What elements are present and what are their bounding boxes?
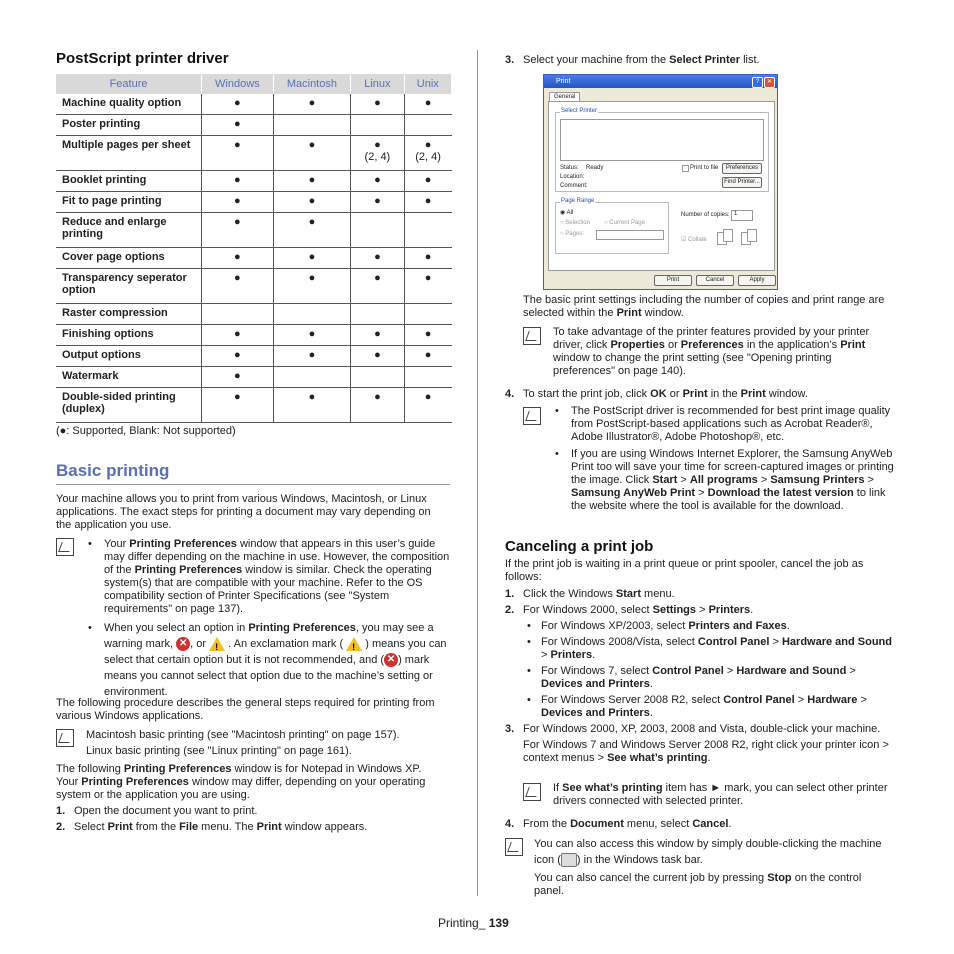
printer-icon bbox=[561, 853, 577, 867]
preferences-paragraph: The following Printing Preferences window is for Notepad in Windows XP. Your Printing Preferences window may differ, depending on your operating system or the application you are using. bbox=[56, 763, 426, 801]
current-page-radio[interactable]: ○ Current Page bbox=[604, 220, 645, 226]
page-range-group bbox=[555, 198, 669, 254]
note-2 bbox=[86, 729, 446, 758]
support-cell: ● bbox=[202, 325, 274, 346]
support-cell: ● bbox=[351, 269, 404, 304]
cancel-step-2b: • For Windows 2008/Vista, select Control Panel > Hardware and Sound > Printers. bbox=[523, 636, 895, 662]
copies-input[interactable]: 1 bbox=[731, 210, 753, 221]
support-cell: ● bbox=[404, 94, 451, 115]
feature-cell: Double-sided printing (duplex) bbox=[56, 388, 202, 423]
support-cell: ● (2, 4) bbox=[404, 136, 451, 171]
note-4-bullet-2: • If you are using Windows Internet Explorer, the Samsung AnyWeb Print too will save your time for screen-captured images or printing the image. Click Start > All programs > Samsung Printers > Samsung AnyWeb Print > Download the latest version to link the website where the tool is available for the download. bbox=[551, 448, 895, 513]
table-header: Macintosh bbox=[273, 74, 351, 94]
support-cell: ● bbox=[273, 388, 351, 423]
page-footer bbox=[438, 916, 509, 930]
table-row bbox=[56, 269, 452, 304]
feature-cell: Finishing options bbox=[56, 325, 202, 346]
support-cell bbox=[351, 367, 404, 388]
printer-list[interactable] bbox=[560, 119, 764, 161]
table-header: Linux bbox=[351, 74, 404, 94]
support-cell: ● bbox=[202, 171, 274, 192]
find-printer-button[interactable]: Find Printer... bbox=[722, 177, 762, 188]
support-cell: ● bbox=[351, 94, 404, 115]
step-3-list bbox=[505, 54, 895, 70]
support-cell: ● bbox=[202, 388, 274, 423]
step-1: 1. Open the document you want to print. bbox=[56, 805, 258, 817]
support-cell: ● bbox=[273, 325, 351, 346]
table-row bbox=[56, 115, 452, 136]
cancel-step-4: 4. From the Document menu, select Cancel. bbox=[505, 818, 732, 830]
select-printer-label: Select Printer bbox=[561, 108, 598, 114]
note-icon bbox=[505, 838, 523, 856]
note-1-bullet-1: • Your Printing Preferences window that appears in this user’s guide may differ depending on the machine in use. However, the composition of the Printing Preferences window is similar. Check the operating system(s) that are compatible with your machine. Refer to the OS compatibility section of Printer Specifications (see "System requirements" on page 137). bbox=[84, 538, 450, 616]
feature-cell: Watermark bbox=[56, 367, 202, 388]
note-6-line-2: You can also cancel the current job by pressing Stop on the control panel. bbox=[534, 872, 862, 897]
table-header: Windows bbox=[202, 74, 274, 94]
status-value: Ready bbox=[586, 165, 604, 171]
support-cell: ● bbox=[202, 115, 274, 136]
note-icon bbox=[523, 407, 541, 425]
dialog-titlebar bbox=[544, 75, 777, 88]
collate-checkbox[interactable]: ☑ Collate bbox=[681, 237, 707, 243]
table-row bbox=[56, 192, 452, 213]
footer-label: Printing_ bbox=[438, 916, 486, 930]
cancel-step-2: 2. For Windows 2000, select Settings > Printers. • For Windows XP/2003, select Printers and Faxes. • For Windows 2008/Vista, select Control Panel > Hardware and Sound > Printers. • For Windows 7, select Control Panel > Hardware and Sound > Devices and Printers. • For Windows Server 2008 R2, select Control Panel > Hardware > Devices and Printers. bbox=[505, 604, 895, 720]
table-row bbox=[56, 213, 452, 248]
support-cell bbox=[404, 115, 451, 136]
step-3: 3. Select your machine from the Select Printer list. bbox=[505, 54, 760, 66]
table-row bbox=[56, 304, 452, 325]
support-cell: ● bbox=[202, 213, 274, 248]
support-cell: ● bbox=[273, 136, 351, 171]
note-4-bullet-1: • The PostScript driver is recommended for best print image quality from PostScript-based applications such as Acrobat Reader®, Adobe Illustrator®, Adobe Photoshop®, etc. bbox=[551, 405, 895, 444]
apply-button[interactable]: Apply bbox=[738, 275, 776, 286]
left-steps bbox=[56, 805, 446, 837]
pages-input[interactable] bbox=[596, 230, 664, 240]
selection-radio[interactable]: ○ Selection bbox=[560, 220, 590, 226]
select-printer-group bbox=[555, 108, 769, 192]
postscript-heading: PostScript printer driver bbox=[56, 50, 229, 67]
print-button[interactable]: Print bbox=[654, 275, 692, 286]
support-cell bbox=[404, 213, 451, 248]
table-body bbox=[56, 94, 452, 423]
note-icon bbox=[56, 729, 74, 747]
feature-cell: Fit to page printing bbox=[56, 192, 202, 213]
table-row bbox=[56, 367, 452, 388]
preferences-button[interactable]: Preferences bbox=[722, 163, 762, 174]
support-cell bbox=[404, 367, 451, 388]
feature-cell: Raster compression bbox=[56, 304, 202, 325]
support-cell bbox=[273, 367, 351, 388]
note-icon bbox=[523, 783, 541, 801]
support-cell bbox=[202, 304, 274, 325]
status-label: Status: bbox=[560, 165, 579, 171]
feature-cell: Reduce and enlarge printing bbox=[56, 213, 202, 248]
cancel-step-3b: For Windows 7 and Windows Server 2008 R2, right click your printer icon > context menus > See what’s printing. bbox=[523, 739, 889, 764]
warning-icon: ! bbox=[209, 637, 225, 651]
note-3: To take advantage of the printer features provided by your printer driver, click Properties or Preferences in the application’s Print window to change the print setting (see "Opening printing preferences" on page 140). bbox=[553, 326, 870, 377]
support-cell: ● bbox=[404, 248, 451, 269]
cancel-step-2d: • For Windows Server 2008 R2, select Control Panel > Hardware > Devices and Printers. bbox=[523, 694, 895, 720]
support-cell: ● bbox=[273, 192, 351, 213]
table-header: Feature bbox=[56, 74, 202, 94]
feature-cell: Transparency seperator option bbox=[56, 269, 202, 304]
support-cell: ● bbox=[273, 94, 351, 115]
cancel-step-3: 3. For Windows 2000, XP, 2003, 2008 and Vista, double-click your machine. For Windows 7 and Windows Server 2008 R2, right click your printer icon > context menus > See what’s printing. bbox=[505, 723, 895, 765]
basic-printing-heading: Basic printing bbox=[56, 461, 450, 485]
support-cell bbox=[351, 115, 404, 136]
column-divider bbox=[477, 50, 478, 896]
support-cell: ● bbox=[404, 171, 451, 192]
table-row bbox=[56, 325, 452, 346]
support-cell: ● bbox=[202, 192, 274, 213]
print-dialog bbox=[543, 74, 778, 290]
feature-cell: Output options bbox=[56, 346, 202, 367]
page-range-label: Page Range bbox=[561, 198, 595, 204]
cancel-step-1: 1. Click the Windows Start menu. bbox=[505, 588, 675, 600]
table-row bbox=[56, 346, 452, 367]
note-1 bbox=[84, 538, 450, 704]
step-4: 4. To start the print job, click OK or Print in the Print window. bbox=[505, 388, 808, 400]
support-cell bbox=[404, 304, 451, 325]
print-to-file-checkbox[interactable] bbox=[682, 165, 689, 172]
step-4-cancel-list bbox=[505, 818, 895, 834]
basic-intro: Your machine allows you to print from various Windows, Macintosh, or Linux applications. The exact steps for printing a document may vary depending on the application you use. bbox=[56, 493, 431, 531]
support-cell: ● bbox=[351, 325, 404, 346]
comment-label: Comment: bbox=[560, 183, 588, 189]
table-legend: (●: Supported, Blank: Not supported) bbox=[56, 425, 236, 437]
collate-icon bbox=[717, 228, 767, 244]
exclamation-icon: ! bbox=[346, 637, 362, 651]
note-2-line-1: Macintosh basic printing (see "Macintosh printing" on page 157). bbox=[86, 729, 400, 741]
support-cell: ● bbox=[404, 192, 451, 213]
location-label: Location: bbox=[560, 174, 585, 180]
support-cell: ● bbox=[351, 388, 404, 423]
support-cell: ● bbox=[404, 388, 451, 423]
table-row bbox=[56, 136, 452, 171]
support-cell: ● (2, 4) bbox=[351, 136, 404, 171]
support-cell: ● bbox=[404, 325, 451, 346]
note-2-line-2: Linux basic printing (see "Linux printing" on page 161). bbox=[86, 745, 352, 757]
print-to-file-label: Print to file bbox=[690, 165, 719, 171]
general-steps: The following procedure describes the general steps required for printing from various Windows applications. bbox=[56, 697, 435, 722]
feature-cell: Machine quality option bbox=[56, 94, 202, 115]
x-mark-icon: ✕ bbox=[384, 653, 398, 667]
support-cell: ● bbox=[202, 136, 274, 171]
table-header-row bbox=[56, 74, 452, 94]
tab-general[interactable]: General bbox=[549, 92, 580, 101]
support-cell bbox=[351, 213, 404, 248]
feature-cell: Multiple pages per sheet bbox=[56, 136, 202, 171]
note-6-line-1: You can also access this window by simply double-clicking the machine icon ( ) in the Windows task bar. bbox=[534, 838, 882, 866]
cancel-step-2a: • For Windows XP/2003, select Printers and Faxes. bbox=[523, 620, 895, 633]
support-cell: ● bbox=[202, 248, 274, 269]
note-1-bullet-2: • When you select an option in Printing Preferences, you may see a warning mark, ✕ , or ! . An exclamation mark ( ! ) means you can select that certain option but it is not recommended, and ( ✕ ) mark means you cannot select that option due to the machine’s setting or environment. bbox=[84, 620, 450, 700]
pages-radio[interactable]: ○ Pages: bbox=[560, 231, 584, 237]
dialog-panel bbox=[548, 101, 775, 271]
x-mark-icon: ✕ bbox=[176, 637, 190, 651]
cancel-step-2c: • For Windows 7, select Control Panel > Hardware and Sound > Devices and Printers. bbox=[523, 665, 895, 691]
step-4-list bbox=[505, 388, 895, 404]
support-cell: ● bbox=[202, 269, 274, 304]
feature-cell: Booklet printing bbox=[56, 171, 202, 192]
cancel-intro: If the print job is waiting in a print queue or print spooler, cancel the job as follows: bbox=[505, 558, 864, 583]
support-cell: ● bbox=[273, 346, 351, 367]
note-icon bbox=[56, 538, 74, 556]
left-column bbox=[56, 50, 452, 438]
help-icon[interactable]: ? bbox=[752, 77, 763, 88]
table-row bbox=[56, 94, 452, 115]
basic-settings-text: The basic print settings including the number of copies and print range are selected within the Print window. bbox=[523, 294, 885, 319]
support-cell: ● bbox=[202, 94, 274, 115]
support-cell bbox=[351, 304, 404, 325]
table-row bbox=[56, 248, 452, 269]
support-cell: ● bbox=[404, 346, 451, 367]
all-radio[interactable]: ◉ All bbox=[560, 210, 574, 216]
cancel-steps bbox=[505, 588, 895, 768]
support-cell: ● bbox=[273, 213, 351, 248]
canceling-heading: Canceling a print job bbox=[505, 538, 654, 555]
support-cell: ● bbox=[273, 248, 351, 269]
table-row bbox=[56, 388, 452, 423]
support-cell bbox=[273, 304, 351, 325]
support-cell: ● bbox=[273, 269, 351, 304]
dialog-title: Print bbox=[556, 78, 571, 85]
feature-cell: Cover page options bbox=[56, 248, 202, 269]
support-cell: ● bbox=[351, 248, 404, 269]
page-number: 139 bbox=[488, 916, 509, 930]
close-icon[interactable]: ✕ bbox=[764, 77, 775, 88]
feature-cell: Poster printing bbox=[56, 115, 202, 136]
support-cell: ● bbox=[351, 192, 404, 213]
support-cell: ● bbox=[351, 346, 404, 367]
support-cell: ● bbox=[202, 367, 274, 388]
note-4 bbox=[551, 405, 895, 517]
note-5: If See what’s printing item has ► mark, you can select other printer drivers connected with selected printer. bbox=[553, 782, 888, 807]
support-cell: ● bbox=[351, 171, 404, 192]
copies-label: Number of copies: bbox=[681, 212, 730, 218]
cancel-button[interactable]: Cancel bbox=[696, 275, 734, 286]
support-cell: ● bbox=[404, 269, 451, 304]
table-row bbox=[56, 171, 452, 192]
support-cell bbox=[273, 115, 351, 136]
support-cell: ● bbox=[273, 171, 351, 192]
note-6 bbox=[534, 836, 894, 898]
feature-table bbox=[56, 74, 452, 423]
step-2: 2. Select Print from the File menu. The Print window appears. bbox=[56, 821, 368, 833]
support-cell: ● bbox=[202, 346, 274, 367]
table-header: Unix bbox=[404, 74, 451, 94]
note-icon bbox=[523, 327, 541, 345]
